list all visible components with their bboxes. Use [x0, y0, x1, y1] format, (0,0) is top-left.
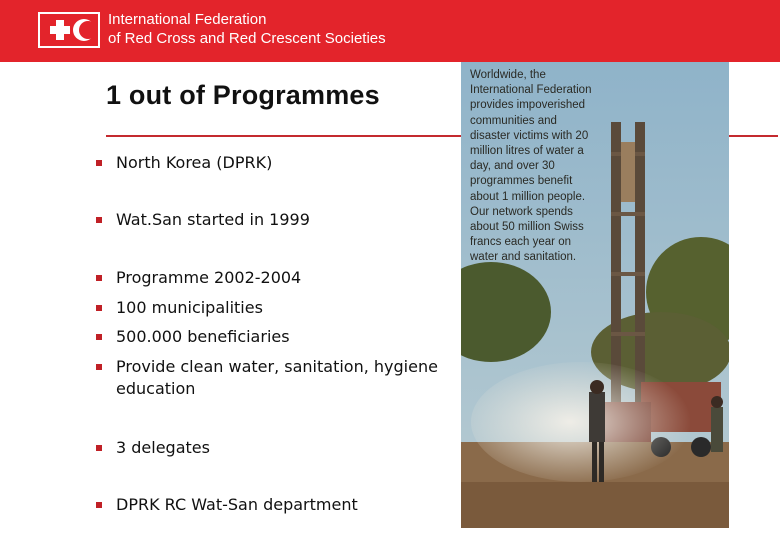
photo-caption: Worldwide, the International Federation provides impoverished communities and disaster victims with 20 million litres of water a day, and over 30 programmes benefit about 1 million people. Our network spends about 50 million Swiss francs each year on water and sanitation. [470, 69, 592, 264]
slide-title: 1 out of Programmes [106, 80, 380, 110]
bullet-item [96, 356, 456, 400]
bullet-text: 3 delegates [116, 438, 210, 457]
bullet-text: 500.000 beneficiaries [116, 327, 290, 346]
bullet-text: Programme 2002-2004 [116, 268, 302, 287]
bullet-item [96, 437, 456, 459]
bullet-text: North Korea (DPRK) [116, 153, 273, 172]
org-name-line-1: International Federation [108, 11, 267, 28]
bullet-item [96, 209, 456, 231]
header-bar [0, 0, 780, 62]
bullet-item [96, 152, 456, 174]
bullet-item [96, 494, 456, 516]
bullet-item [96, 297, 456, 319]
bullet-text: Provide clean water, sanitation, hygiene education [116, 357, 438, 398]
org-name-line-2: of Red Cross and Red Crescent Societies [108, 30, 386, 47]
bullet-text: DPRK RC Wat-San department [116, 495, 358, 514]
bullet-text: Wat.San started in 1999 [116, 210, 310, 229]
bullet-text: 100 municipalities [116, 298, 263, 317]
red-cross-red-crescent-icon [40, 14, 98, 46]
ifrc-logo [38, 12, 100, 48]
organization-name [108, 10, 386, 48]
bullet-item [96, 267, 456, 289]
bullet-item [96, 326, 456, 348]
